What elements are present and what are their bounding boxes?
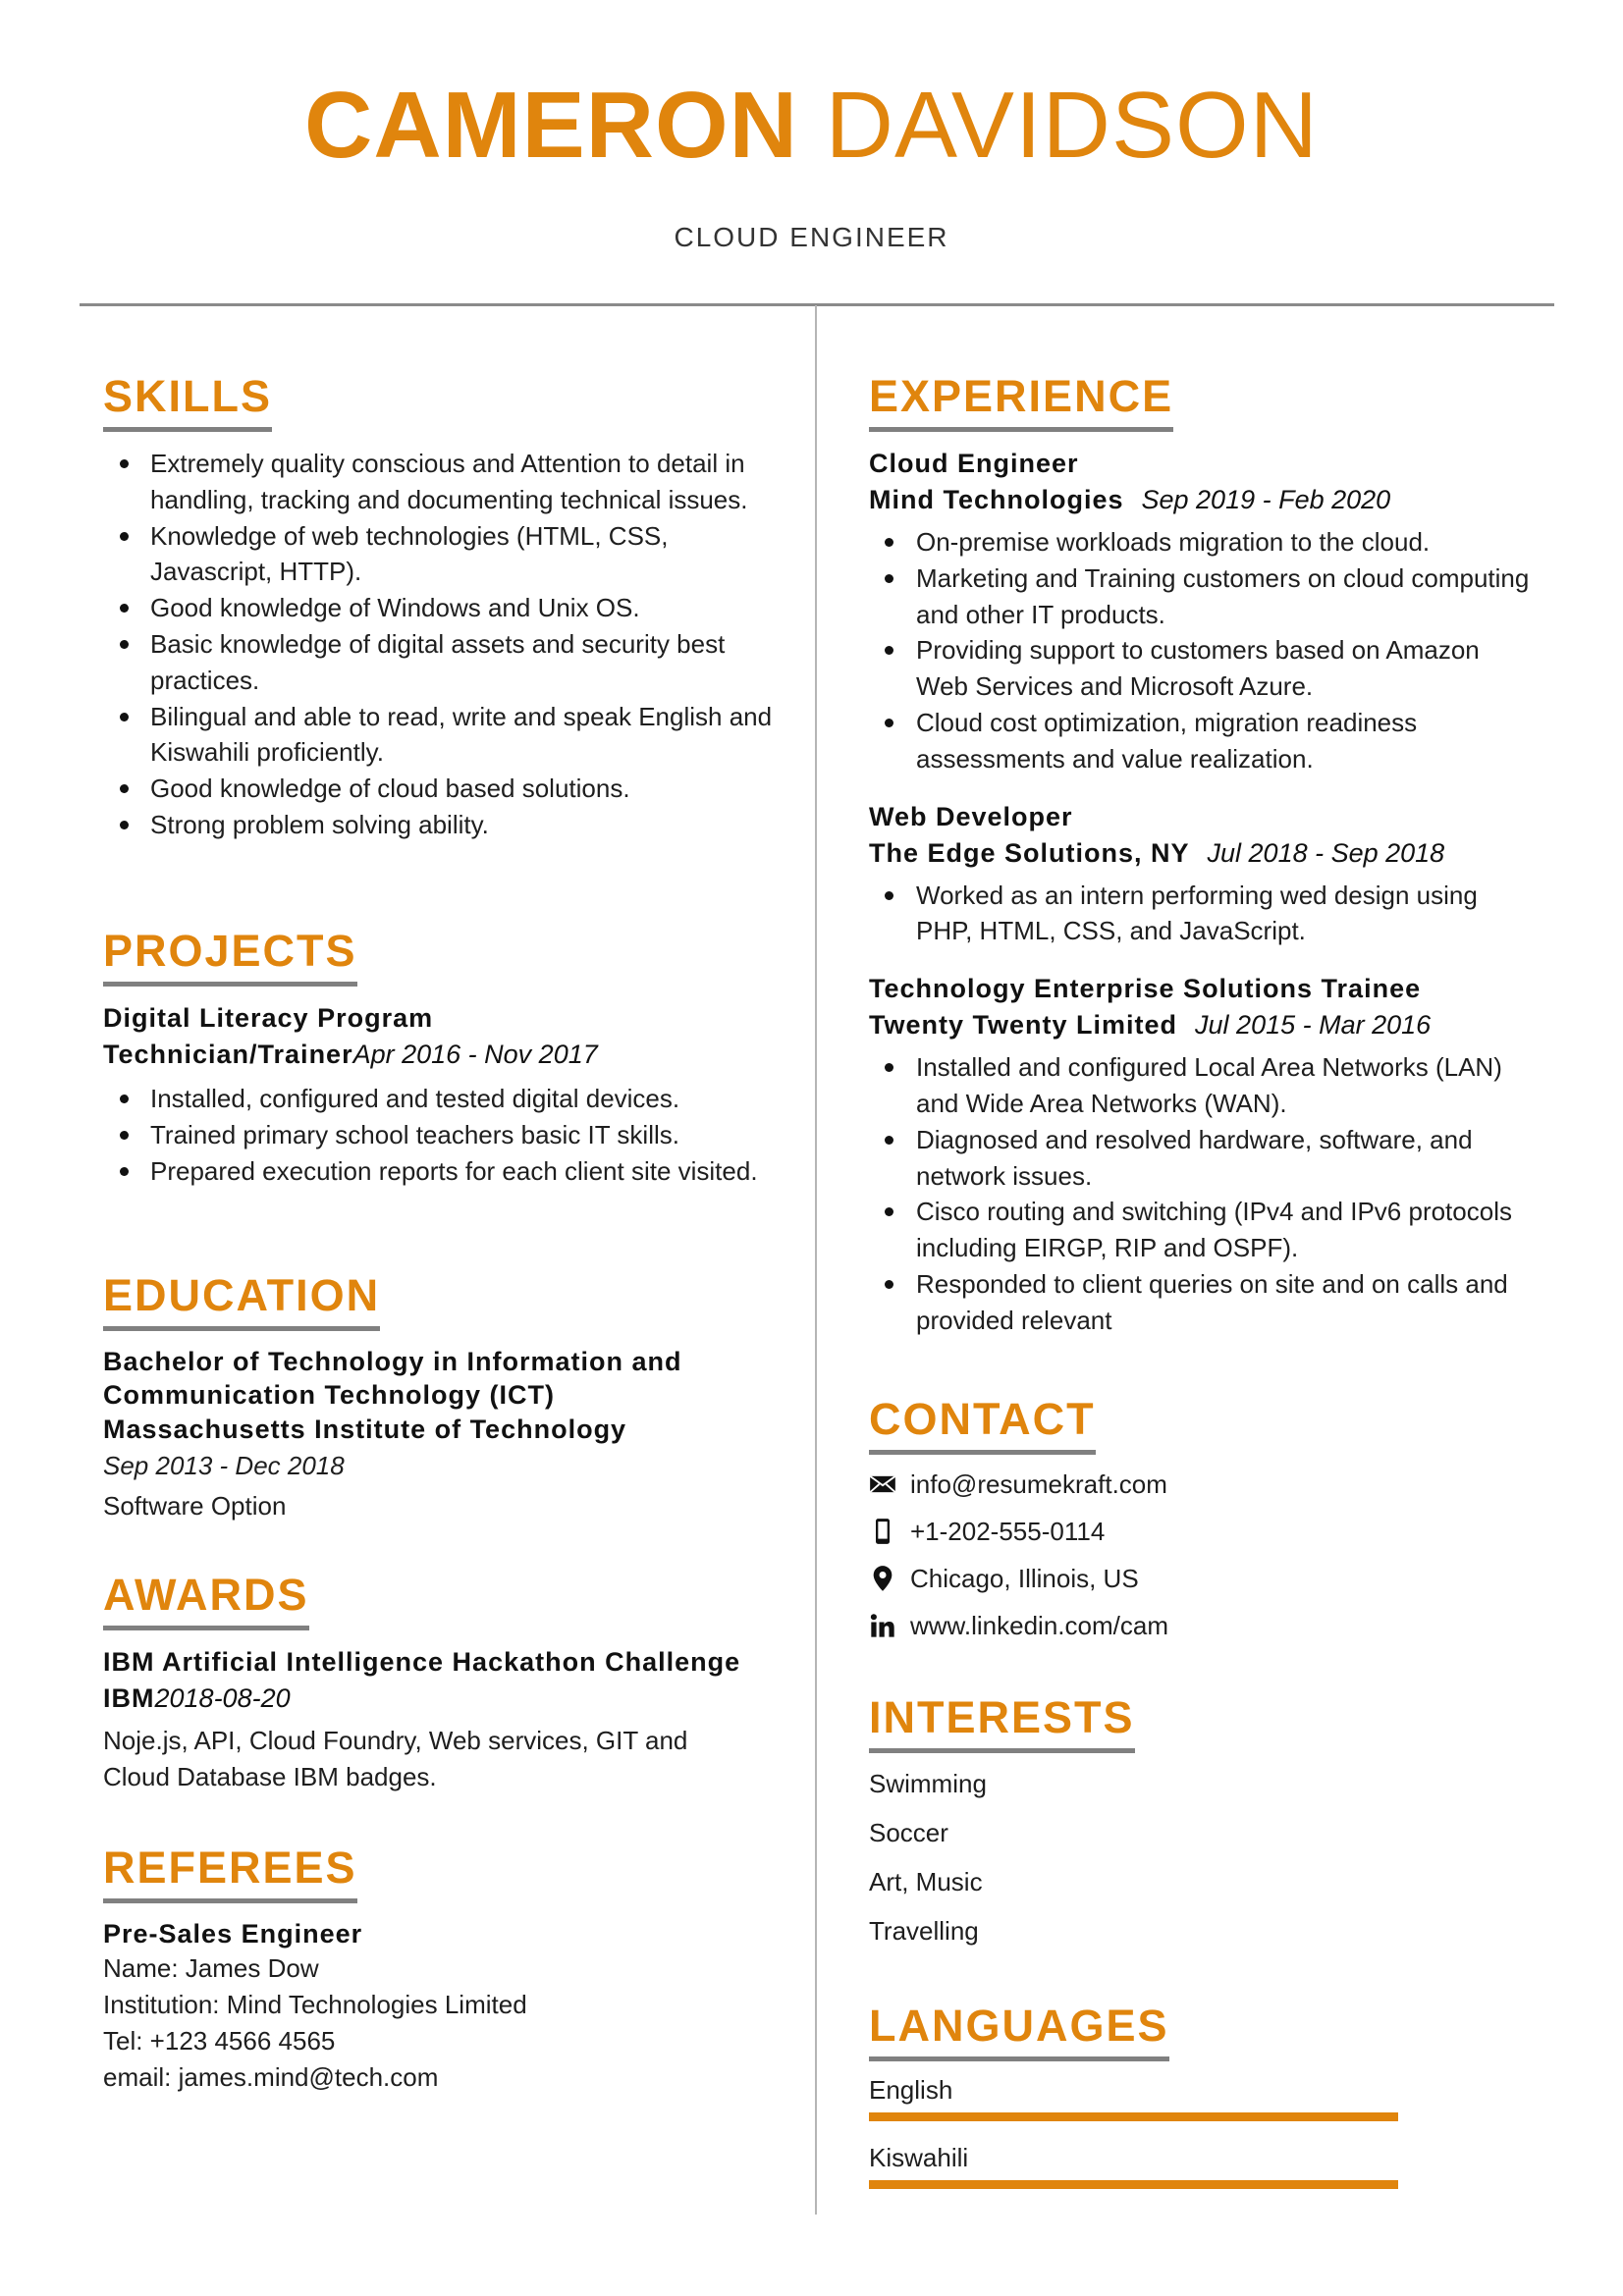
skill-item: Good knowledge of Windows and Unix OS. (103, 590, 781, 626)
phone-text: +1-202-555-0114 (910, 1516, 1106, 1546)
job-bullet: Worked as an intern performing wed design using PHP, HTML, CSS, and JavaScript. (869, 878, 1537, 950)
section-heading: AWARDS (103, 1569, 309, 1630)
award-date: 2018-08-20 (154, 1683, 291, 1713)
referee-line: Tel: +123 4566 4565 (103, 2026, 336, 2056)
job-date: Sep 2019 - Feb 2020 (1141, 485, 1391, 514)
job-title: Web Developer (869, 801, 1073, 831)
award-issuer: IBM (103, 1683, 155, 1713)
job-bullet: Installed and configured Local Area Networks (LAN) and Wide Area Networks (WAN). (869, 1049, 1537, 1122)
mobile-phone-icon (869, 1518, 896, 1545)
interest-item: Soccer (869, 1818, 948, 1847)
section-heading: INTERESTS (869, 1691, 1135, 1753)
job-bullet: Diagnosed and resolved hardware, software, and network issues. (869, 1122, 1537, 1195)
job-entry (869, 971, 1537, 1338)
job-list (869, 446, 1537, 1339)
section-heading: EXPERIENCE (869, 370, 1173, 432)
location-text: Chicago, Illinois, US (910, 1563, 1139, 1593)
education-date: Sep 2013 - Dec 2018 (103, 1451, 345, 1480)
job-entry (869, 446, 1537, 777)
job-bullet: Responded to client queries on site and on calls and provided relevant (869, 1266, 1537, 1339)
contact-location (869, 1555, 1537, 1602)
project-role: Technician/Trainer (103, 1040, 353, 1069)
education-note: Software Option (103, 1491, 287, 1521)
skills-list (103, 446, 781, 843)
school: Massachusetts Institute of Technology (103, 1415, 627, 1444)
contact-email[interactable] (869, 1461, 1537, 1508)
experience-section (869, 370, 1537, 1361)
job-entry (869, 799, 1537, 950)
referee-details (103, 1950, 781, 2096)
project-bullet: Trained primary school teachers basic IT skills. (103, 1117, 781, 1153)
job-date: Jul 2018 - Sep 2018 (1207, 837, 1445, 868)
last-name: DAVIDSON (825, 73, 1319, 178)
interests-section (869, 1691, 1537, 1955)
award-title: IBM Artificial Intelligence Hackathon Challenge (103, 1647, 741, 1677)
skill-item: Bilingual and able to read, write and speak English and Kiswahili proficiently. (103, 699, 781, 772)
job-title: Cloud Engineer (869, 449, 1079, 478)
map-pin-icon (869, 1565, 896, 1592)
interest-item: Swimming (869, 1769, 987, 1798)
referee-title: Pre-Sales Engineer (103, 1919, 363, 1949)
job-bullet: On-premise workloads migration to the cloud. (869, 524, 1537, 561)
contact-linkedin[interactable] (869, 1602, 1537, 1649)
job-company: The Edge Solutions, NY (869, 837, 1190, 868)
job-bullet: Cloud cost optimization, migration readiness assessments and value realization. (869, 705, 1537, 777)
awards-section (103, 1569, 781, 1795)
job-bullet: Cisco routing and switching (IPv4 and IPv6 protocols including EIRGP, RIP and OSPF). (869, 1194, 1537, 1266)
section-heading: CONTACT (869, 1393, 1096, 1455)
skill-item: Extremely quality conscious and Attention to detail in handling, tracking and documenting technical issues. (103, 446, 781, 518)
section-heading: REFEREES (103, 1842, 357, 1903)
interest-item: Travelling (869, 1916, 979, 1946)
job-bullets (869, 878, 1537, 950)
job-bullet: Providing support to customers based on Amazon Web Services and Microsoft Azure. (869, 632, 1537, 705)
skill-item: Knowledge of web technologies (HTML, CSS, Javascript, HTTP). (103, 518, 781, 591)
linkedin-icon (869, 1612, 896, 1639)
language-name: English (869, 2075, 953, 2105)
language-name: Kiswahili (869, 2143, 969, 2172)
job-date: Jul 2015 - Mar 2016 (1195, 1010, 1432, 1041)
contact-phone[interactable] (869, 1508, 1537, 1555)
languages-list (869, 2073, 1537, 2189)
job-bullet: Marketing and Training customers on cloud computing and other IT products. (869, 561, 1537, 633)
skill-item: Basic knowledge of digital assets and security best practices. (103, 626, 781, 699)
referees-section (103, 1842, 781, 2096)
job-company-line (869, 482, 1537, 518)
project-bullets (103, 1081, 781, 1189)
job-title: CLOUD ENGINEER (674, 222, 949, 252)
job-company: Twenty Twenty Limited (869, 1010, 1178, 1041)
skills-section (103, 370, 781, 843)
job-company: Mind Technologies (869, 485, 1124, 514)
first-name: CAMERON (304, 73, 798, 178)
projects-section (103, 925, 781, 1189)
referee-line: Institution: Mind Technologies Limited (103, 1990, 527, 2019)
project-bullet: Installed, configured and tested digital devices. (103, 1081, 781, 1117)
section-heading: SKILLS (103, 370, 272, 432)
referee-line: email: james.mind@tech.com (103, 2062, 439, 2092)
job-company-line (869, 835, 1537, 872)
skill-item: Good knowledge of cloud based solutions. (103, 771, 781, 807)
interest-item: Art, Music (869, 1867, 983, 1896)
referee-line: Name: James Dow (103, 1953, 319, 1983)
linkedin-text: www.linkedin.com/cam (910, 1610, 1168, 1640)
education-section (103, 1269, 781, 1524)
project-title: Digital Literacy Program (103, 1003, 434, 1033)
section-heading: EDUCATION (103, 1269, 380, 1331)
contact-section (869, 1393, 1537, 1649)
languages-section (869, 2000, 1537, 2209)
header-divider (80, 303, 1554, 306)
column-divider (815, 305, 817, 2215)
candidate-name (0, 71, 1623, 181)
job-title: Technology Enterprise Solutions Trainee (869, 974, 1422, 1004)
job-company-line (869, 1007, 1537, 1043)
language-level-bar (869, 2112, 1398, 2121)
award-description: Noje.js, API, Cloud Foundry, Web services, GIT and Cloud Database IBM badges. (103, 1726, 688, 1791)
interests-list (869, 1759, 1537, 1955)
envelope-icon (869, 1470, 896, 1498)
award-issuer-line (103, 1681, 781, 1717)
section-heading: PROJECTS (103, 925, 357, 987)
job-bullets (869, 1049, 1537, 1338)
degree: Bachelor of Technology in Information and Communication Technology (ICT) (103, 1347, 682, 1410)
project-role-line (103, 1037, 781, 1073)
skill-item: Strong problem solving ability. (103, 807, 781, 843)
project-date: Apr 2016 - Nov 2017 (352, 1040, 598, 1069)
job-bullets (869, 524, 1537, 777)
email-text: info@resumekraft.com (910, 1468, 1167, 1499)
project-bullet: Prepared execution reports for each client site visited. (103, 1153, 781, 1190)
language-level-bar (869, 2180, 1398, 2189)
section-heading: LANGUAGES (869, 2000, 1169, 2061)
